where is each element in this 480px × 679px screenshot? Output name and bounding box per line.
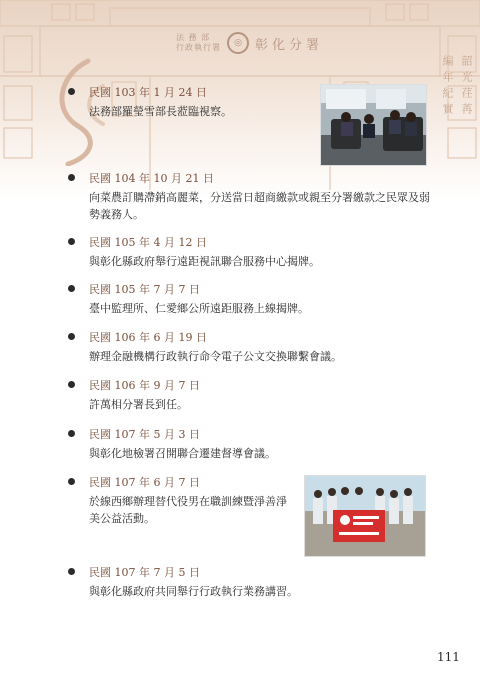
bullet-icon: [68, 174, 75, 181]
bullet-icon: [68, 238, 75, 245]
entry-text: 辦理金融機構行政執行命令電子公文交換聯繫會議。: [89, 350, 342, 363]
bullet-icon: [68, 333, 75, 340]
entry-text: 與彰化縣政府共同舉行行政執行業務講習。: [89, 585, 298, 598]
sign-line-2: 行政執行署: [176, 43, 221, 52]
building-sign: [176, 30, 366, 56]
entry-date: 民國 107 年 5 月 3 日: [89, 428, 200, 441]
bullet-icon: [68, 285, 75, 292]
entry-text: 於線西鄉辦理替代役男在職訓練暨淨善淨美公益活動。: [89, 495, 287, 525]
bullet-icon: [68, 430, 75, 437]
entry-text: 臺中監理所、仁愛鄉公所遠距服務上線揭牌。: [89, 302, 309, 315]
emblem-icon: ◎: [227, 32, 249, 54]
photo-volunteer-activity: [304, 475, 426, 557]
bullet-icon: [68, 478, 75, 485]
photo-minister-visit: [320, 84, 427, 166]
entry-text: 與彰化縣政府舉行遠距視訊聯合服務中心揭牌。: [89, 255, 320, 268]
entry-date: 民國 105 年 7 月 7 日: [89, 283, 200, 296]
side-title: [440, 55, 474, 119]
bullet-icon: [68, 88, 75, 95]
bullet-icon: [68, 568, 75, 575]
entry-text: 許萬相分署長到任。: [89, 398, 188, 411]
side-title-col-1: 韶光荏苒: [460, 55, 473, 119]
entry-date: 民國 106 年 9 月 7 日: [89, 379, 200, 392]
entry-text: 法務部羅瑩雪部長蒞臨視察。: [89, 105, 232, 118]
page-number: 111: [437, 650, 460, 664]
entry-date: 民國 104 年 10 月 21 日: [89, 172, 214, 185]
entry-text: 與彰化地檢署召開聯合遷建督導會議。: [89, 447, 276, 460]
sign-line-1: 法 務 部: [176, 33, 211, 42]
entry-date: 民國 107 年 6 月 7 日: [89, 476, 200, 489]
entry-date: 民國 106 年 6 月 19 日: [89, 331, 207, 344]
side-title-col-2: 編年紀實: [441, 55, 454, 119]
sign-main-text: 彰化分署: [255, 37, 324, 53]
entry-text: 向菜農訂購滯銷高麗菜，分送當日超商繳款或親至分署繳款之民眾及弱勢義務人。: [89, 191, 430, 221]
entry-date: 民國 105 年 4 月 12 日: [89, 236, 207, 249]
bullet-icon: [68, 381, 75, 388]
entry-date: 民國 103 年 1 月 24 日: [89, 86, 207, 99]
entry-date: 民國 107 年 7 月 5 日: [89, 566, 200, 579]
